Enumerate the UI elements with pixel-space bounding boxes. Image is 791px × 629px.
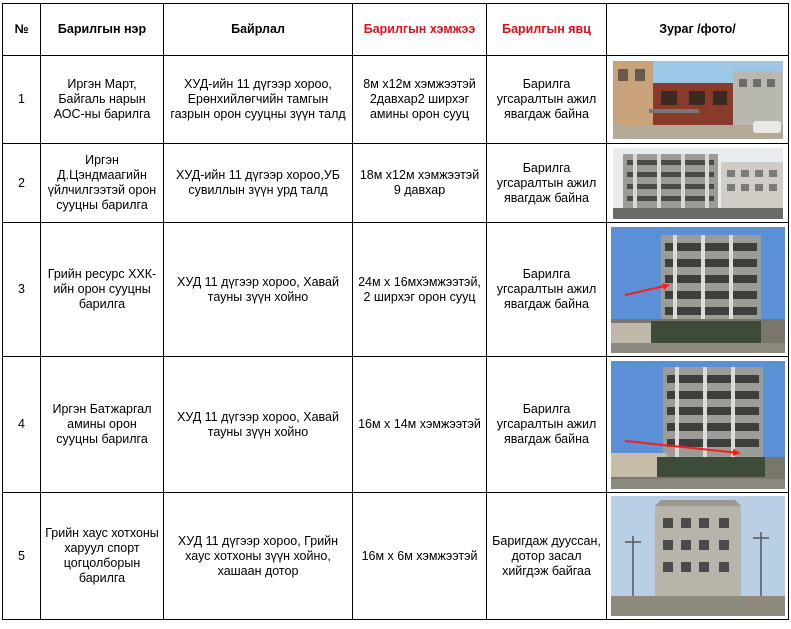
cell-name: Иргэн Батжаргал амины орон сууцны барилга	[41, 357, 164, 493]
cell-photo	[607, 56, 789, 144]
table-row	[3, 223, 789, 357]
table-row	[3, 493, 789, 620]
cell-no: 2	[3, 144, 41, 223]
cell-status: Баригдаж дууссан, дотор засал хийгдэж байгаа	[487, 493, 607, 620]
photo-building-2	[613, 148, 783, 219]
cell-name: Иргэн Март, Байгаль нарын АОС-ны барилга	[41, 56, 164, 144]
cell-location: ХУД 11 дүгээр хороо, Хавай тауны зүүн хойно	[164, 223, 353, 357]
header-photo: Зураг /фото/	[607, 4, 789, 56]
cell-size: 24м х 16мхэмжээтэй, 2 ширхэг орон сууц	[353, 223, 487, 357]
cell-status: Барилга угсаралтын ажил явагдаж байна	[487, 223, 607, 357]
cell-no: 5	[3, 493, 41, 620]
cell-location: ХУД-ийн 11 дүгээр хороо,УБ сувиллын зүүн урд талд	[164, 144, 353, 223]
cell-no: 1	[3, 56, 41, 144]
photo-building-3	[611, 227, 785, 353]
cell-size: 18м х12м хэмжээтэй 9 давхар	[353, 144, 487, 223]
photo-building-1	[613, 61, 783, 139]
header-row	[3, 4, 789, 56]
header-location: Байрлал	[164, 4, 353, 56]
cell-name: Грийн ресурс ХХК-ийн орон сууцны барилга	[41, 223, 164, 357]
photo-building-5	[611, 496, 785, 616]
header-status: Барилгын явц	[487, 4, 607, 56]
header-no: №	[3, 4, 41, 56]
photo-building-4	[611, 361, 785, 489]
cell-size: 16м х 6м хэмжээтэй	[353, 493, 487, 620]
cell-location: ХУД 11 дүгээр хороо, Грийн хаус хотхоны зүүн хойно, хашаан дотор	[164, 493, 353, 620]
table-row	[3, 357, 789, 493]
cell-status: Барилга угсаралтын ажил явагдаж байна	[487, 56, 607, 144]
construction-table	[2, 3, 789, 620]
cell-location: ХУД-ийн 11 дүгээр хороо, Ерөнхийлөгчийн тамгын газрын орон сууцны зүүн талд	[164, 56, 353, 144]
header-size: Барилгын хэмжээ	[353, 4, 487, 56]
cell-location: ХУД 11 дүгээр хороо, Хавай тауны зүүн хойно	[164, 357, 353, 493]
cell-photo	[607, 493, 789, 620]
cell-no: 4	[3, 357, 41, 493]
cell-status: Барилга угсаралтын ажил явагдаж байна	[487, 144, 607, 223]
cell-name: Иргэн Д.Цэндмаагийн үйлчилгээтэй орон сууцны барилга	[41, 144, 164, 223]
cell-name: Грийн хаус хотхоны харуул спорт цогцолборын барилга	[41, 493, 164, 620]
cell-status: Барилга угсаралтын ажил явагдаж байна	[487, 357, 607, 493]
header-name: Барилгын нэр	[41, 4, 164, 56]
cell-photo	[607, 223, 789, 357]
cell-size: 16м х 14м хэмжээтэй	[353, 357, 487, 493]
table-row	[3, 56, 789, 144]
cell-size: 8м х12м хэмжээтэй 2давхар2 ширхэг амины орон сууц	[353, 56, 487, 144]
table-row	[3, 144, 789, 223]
cell-photo	[607, 357, 789, 493]
cell-photo	[607, 144, 789, 223]
cell-no: 3	[3, 223, 41, 357]
